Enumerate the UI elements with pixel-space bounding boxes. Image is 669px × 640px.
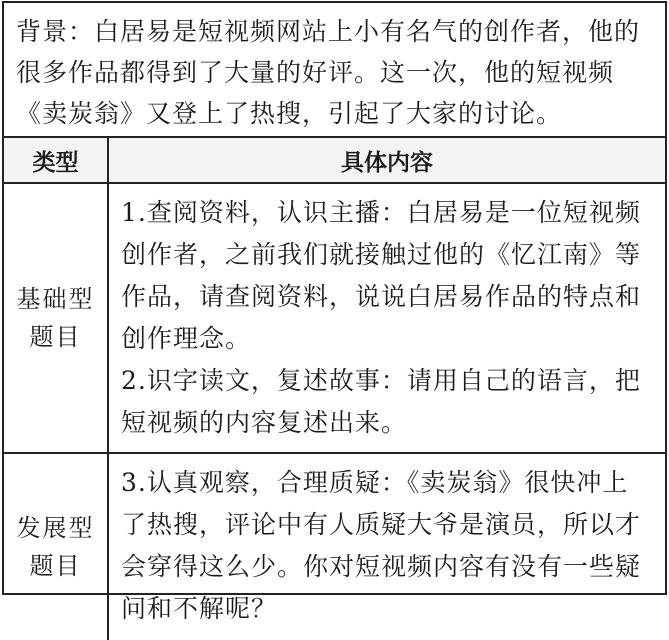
type-label-line2: 题目 <box>29 323 82 351</box>
header-type: 类型 <box>4 138 108 183</box>
task-item: 1.查阅资料，认识主播：白居易是一位短视频创作者，之前我们就接触过他的《忆江南》等作品，请查阅资料，说说白居易作品的特点和创作理念。 <box>121 198 642 353</box>
content-cell <box>108 453 665 640</box>
content-cell <box>108 183 665 453</box>
type-label-line1: 发展型 <box>16 514 95 542</box>
background-paragraph: 背景：白居易是短视频网站上小有名气的创作者，他的很多作品都得到了大量的好评。这一次，他的短视频《卖炭翁》又登上了热搜，引起了大家的讨论。 <box>4 3 665 138</box>
table-header-row <box>4 138 665 183</box>
table-row <box>4 183 665 453</box>
task-item: 2.识字读文，复述故事：请用自己的语言，把短视频的内容复述出来。 <box>121 366 641 437</box>
type-cell <box>4 453 108 640</box>
header-content: 具体内容 <box>108 138 665 183</box>
table-row <box>4 453 665 640</box>
type-cell <box>4 183 108 453</box>
task-sheet <box>2 1 667 623</box>
type-label-line1: 基础型 <box>16 285 95 313</box>
task-item: 3.认真观察，合理质疑：《卖炭翁》很快冲上了热搜，评论中有人质疑大爷是演员，所以才会穿得这么少。你对短视频内容有没有一些疑问和不解呢？ <box>121 468 642 623</box>
type-label-line2: 题目 <box>29 552 82 580</box>
task-table <box>4 138 665 640</box>
